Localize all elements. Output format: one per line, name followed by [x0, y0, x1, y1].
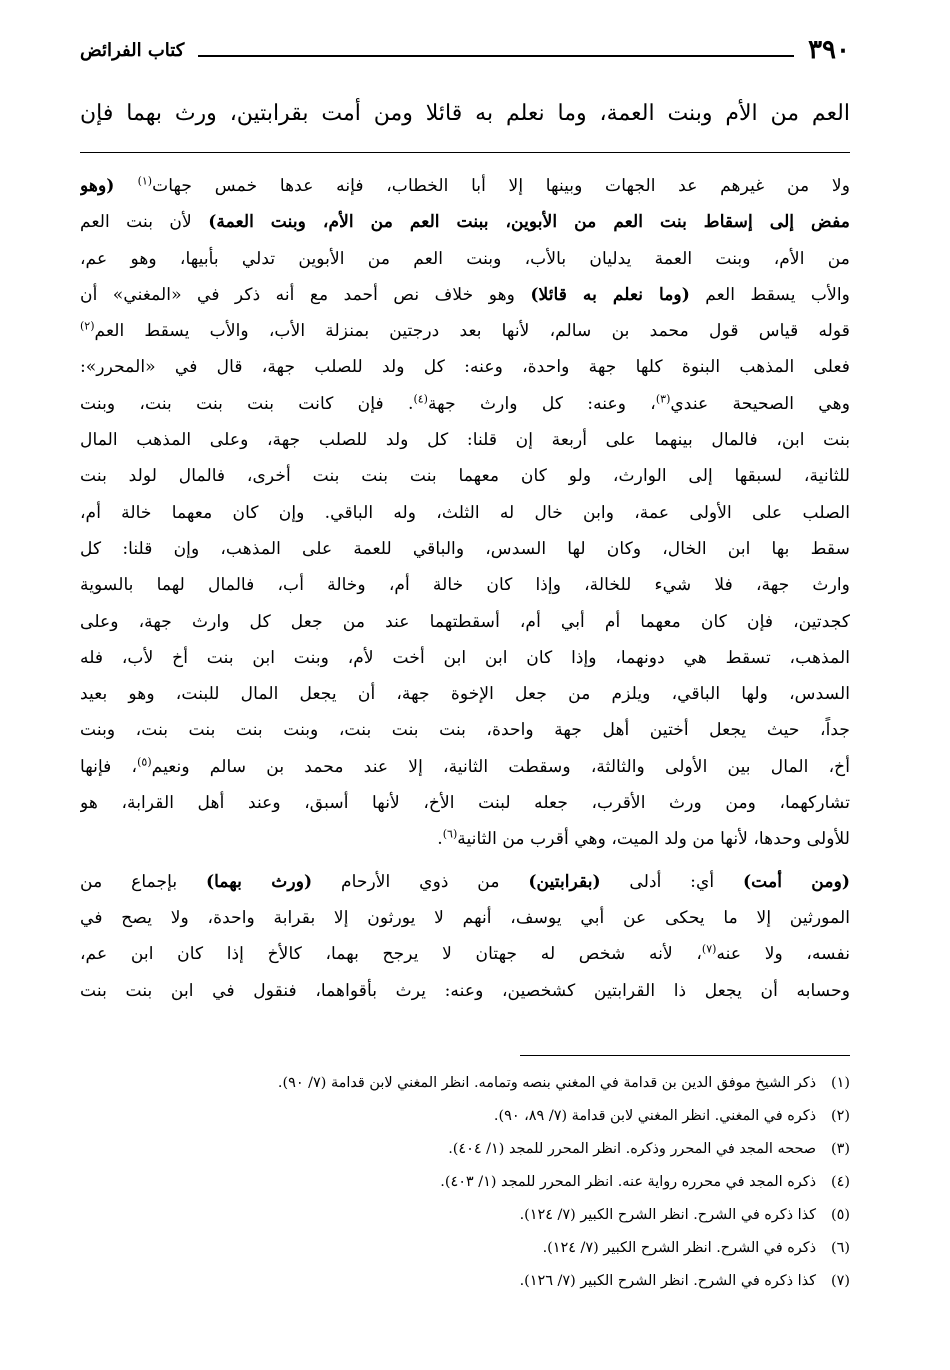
- text-line: للأولى وحدها، لأنها من ولد الميت، وهي أقرب من الثانية$^{(٦)}$.: [437, 827, 850, 850]
- text-line: سقط بها ابن الخال، وكان لها السدس، والباقي للعمة على المذهب، وإن قلنا: كل: [80, 538, 850, 559]
- text-line: وحسابه أن يجعل ذا القرابتين كشخصين، وعنه: يرث بأقواهما، فنقول في ابن بنت بنت: [80, 980, 850, 1001]
- text-line: المذهب، تسقط هي دونهما، وإذا كان ابن ابن أخت لأم، وبنت ابن بنت أخ لأب، فله: [80, 647, 850, 668]
- text-line: بنت ابن، فالمال بينهما على أربعة إن قلنا: كل ولد للصلب جهة، وعلى المذهب المال: [80, 430, 850, 451]
- book-title: كتاب الفرائض: [80, 39, 185, 61]
- matn-text: العم من الأم وبنت العمة، وما نعلم به قائلا ومن أمت بقرابتين، ورث بهما فإن: [80, 101, 850, 126]
- text-line: مفض إلى إسقاط بنت العم من الأبوين، ببنت العم من الأم، وبنت العمة) لأن بنت العم: [80, 212, 850, 233]
- header-rule: [198, 55, 794, 57]
- footnotes: [80, 1067, 850, 1298]
- footnote: (٦) ذكره في الشرح. انظر الشرح الكبير (٧/ ١٢٤).: [542, 1240, 850, 1256]
- running-header: [80, 30, 850, 70]
- footnote-ref: (٢): [80, 319, 95, 333]
- text-line: ولا من غيرهم عد الجهات وبينها إلا أبا الخطاب، فإنه عدها خمس جهات$^{(١)}$ (وهو: [80, 174, 850, 196]
- page-number: ٣٩٠: [808, 35, 850, 65]
- text-line: فعلى المذهب البنوة كلها جهة واحدة، وعنه: كل ولد للصلب جهة، قال في «المحرر»:: [80, 357, 850, 378]
- text-line: الصلب على الأولى عمة، وابن خال له الثلث، وله الباقي. وإن كان معهما خالة أم،: [80, 502, 850, 523]
- footnote: (١) ذكر الشيخ موفق الدين بن قدامة في المغني بنصه وتمامه. انظر المغني لابن قدامة (٧/ ٩٠).: [277, 1075, 850, 1091]
- footnote: (٣) صححه المجد في المحرر وذكره. انظر المحرر للمجد (١/ ٤٠٤).: [448, 1141, 850, 1157]
- footnote: (٧) كذا ذكره في الشرح. انظر الشرح الكبير (٧/ ١٢٦).: [519, 1273, 850, 1289]
- footnote: (٤) ذكره المجد في محرره رواية عنه. انظر المحرر للمجد (١/ ٤٠٣).: [440, 1174, 850, 1190]
- commentary-paragraph-1: [80, 168, 850, 858]
- footnote-separator: [520, 1055, 850, 1056]
- text-line: السدس، ولها الباقي، ويلزم من جعل الإخوة جهة، أن يجعل المال للبنت، وهو بعيد: [80, 684, 850, 705]
- text-line: (ومن أمت) أي: أدلى (بقرابتين) من ذوي الأرحام (ورث بهما) بإجماع من: [80, 871, 850, 892]
- text-line: قوله قياس قول محمد بن سالم، لأنها بعد درجتين بمنزلة الأب، والأب يسقط العم$^{(٢)}$: [80, 319, 850, 342]
- commentary: [80, 168, 850, 1009]
- text-line: جداً، حيث يجعل أختين أهل جهة واحدة، بنت بنت بنت، وبنت بنت بنت بنت، وبنت: [80, 720, 850, 741]
- footnote: (٥) كذا ذكره في الشرح. انظر الشرح الكبير (٧/ ١٢٤).: [519, 1207, 850, 1223]
- commentary-paragraph-2: [80, 864, 850, 1009]
- footnote-ref: (٤): [413, 392, 428, 406]
- text-line: كجدتين، فإن كان معهما أم أبي أم، أسقطتهما عند من جعل كل وارث جهة، وعلى: [80, 611, 850, 632]
- footnote-ref: (٧): [701, 942, 717, 956]
- footnote-ref: (٣): [655, 392, 671, 406]
- text-line: وهي الصحيحة عندي$^{(٣)}$، وعنه: كل وارث جهة$^{(٤)}$. فإن كانت بنت بنت بنت، وبنت: [80, 392, 850, 414]
- matn-separator: [80, 152, 850, 153]
- text-line: من الأم، وبنت العمة يدليان بالأب، وبنت العم من الأبوين تدلي بأبيها، وهو عم،: [80, 248, 850, 269]
- footnote: (٢) ذكره في المغني. انظر المغني لابن قدامة (٧/ ٨٩، ٩٠).: [493, 1108, 850, 1124]
- footnote-ref: (٦): [442, 827, 458, 841]
- text-line: المورثين إلا ما يحكى عن أبي يوسف، أنهم لا يورثون إلا بقرابة واحدة، ولا يصح في: [80, 907, 850, 928]
- footnote-ref: (٥): [137, 755, 152, 769]
- text-line: وارث جهة، فلا شيء للخالة، وإذا كان خالة أم، وخالة أب، فالمال لهما بالسوية: [80, 575, 850, 596]
- text-line: أخ، المال بين الأولى والثالثة، وسقطت الثانية، إلا عند محمد بن سالم ونعيم$^{(٥)}$، فإنها: [80, 755, 850, 777]
- text-line: للثانية، لسبقها إلى الوارث، ولو كان معهما بنت بنت بنت أخرى، فالمال لولد بنت: [80, 466, 850, 487]
- text-line: والأب يسقط العم (وما نعلم به قائلا) وهو خلاف نص أحمد مع أنه ذكر في «المغني» أن: [80, 284, 850, 305]
- text-line: تشاركهما، ومن ورث الأقرب، جعله لبنت الأخ، لأنها أسبق، وعند أهل القرابة، هو: [80, 793, 850, 814]
- footnote-ref: (١): [137, 174, 153, 188]
- text-line: نفسه، ولا عنه$^{(٧)}$، لأنه شخص له جهتان لا يرجح بهما، كالأخ إذا كان ابن عم،: [80, 942, 850, 965]
